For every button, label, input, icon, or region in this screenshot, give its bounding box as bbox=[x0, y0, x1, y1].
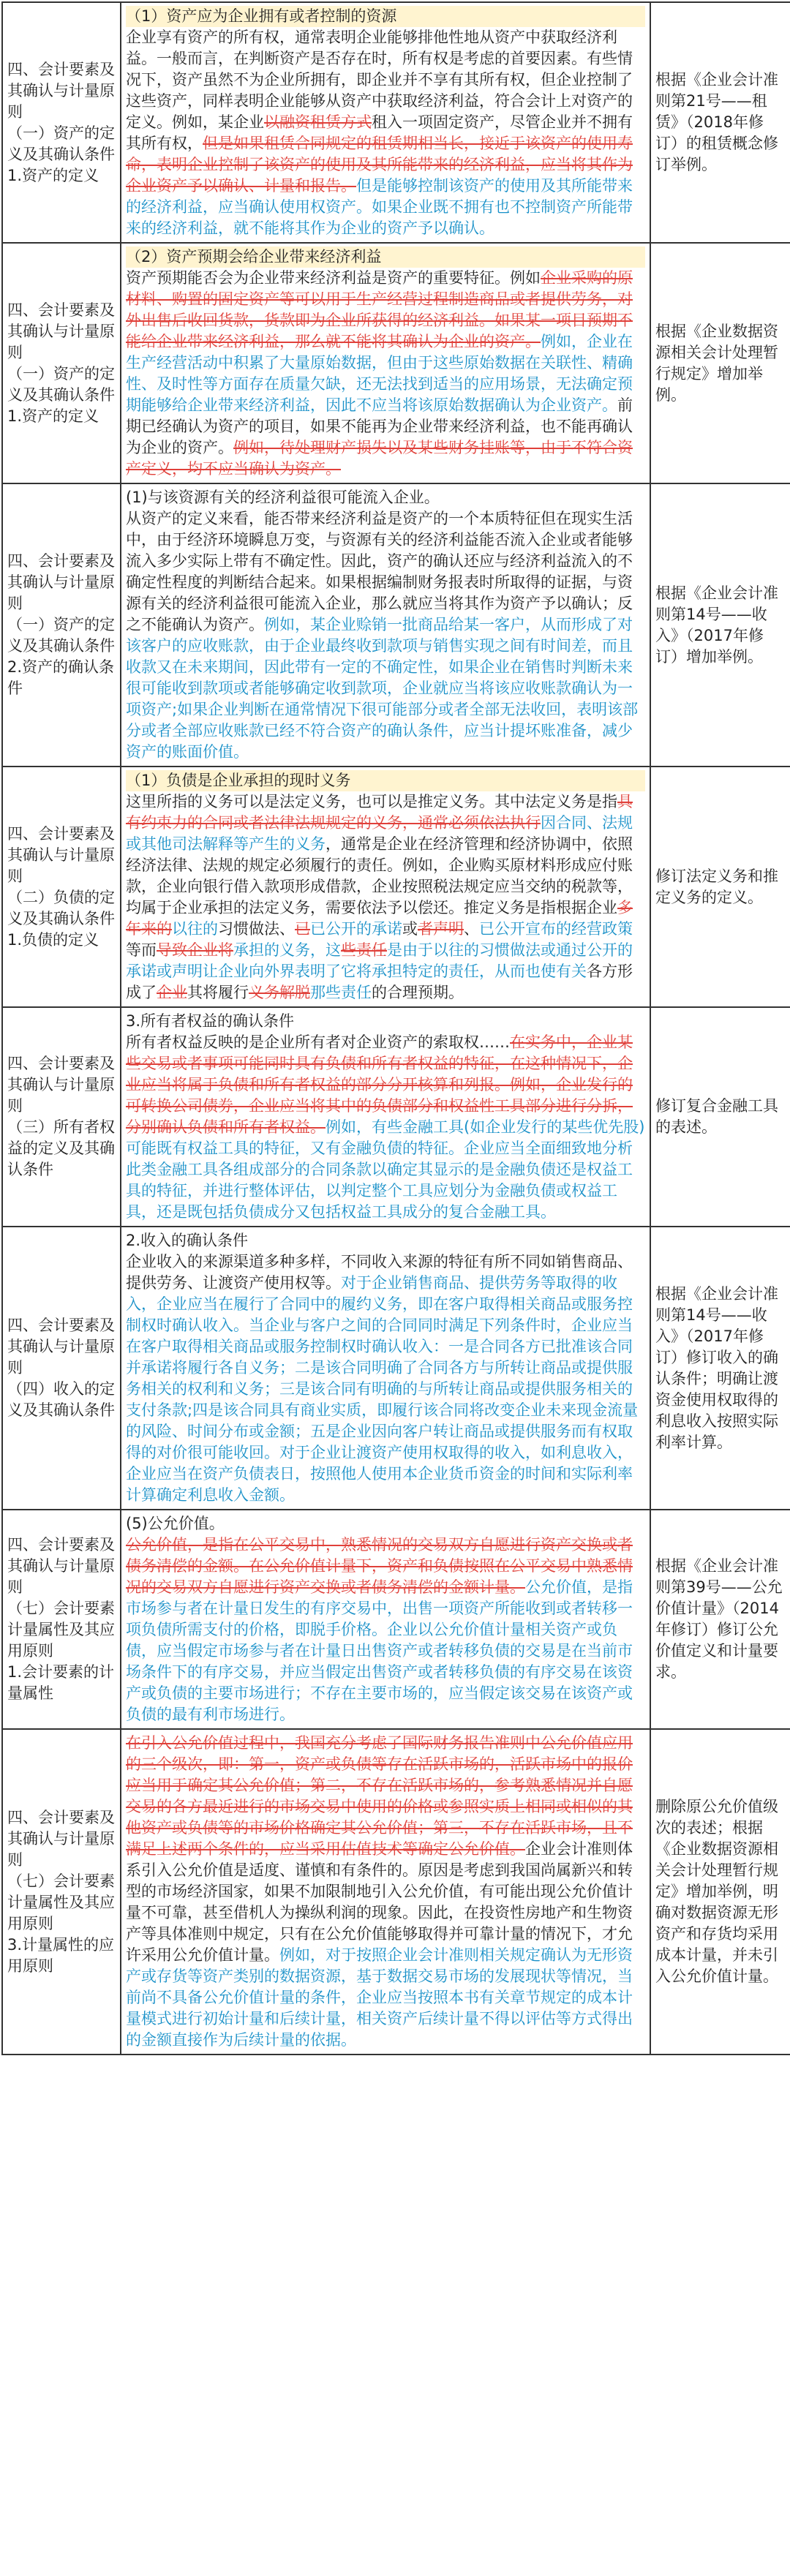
deleted-text: 以融资租赁方式 bbox=[264, 113, 372, 131]
clause-title: （1）资产应为企业拥有或者控制的资源 bbox=[126, 6, 645, 27]
added-text: 例如，企业在生产经营活动中积累了大量原始数据，但由于这些原始数据在关联性、精确性、及时性等方面存在质量欠缺，还无法找到适当的应用场景，无法确定预期能够给企业带来经济利益，因此不应当将该原始数据确认为企业资产。 bbox=[126, 333, 633, 414]
original-text: 租入一项固定资产，尽管企业并不拥有其所有权， bbox=[126, 113, 633, 152]
revision-note-cell: 根据《企业会计准则第21号——租赁》（2018年修订）的租赁概念修订举例。 bbox=[650, 2, 790, 243]
table-row bbox=[2, 483, 790, 767]
table-row bbox=[2, 1227, 790, 1510]
original-text: 资产预期能否会为企业带来经济利益是资产的重要特征。例如 bbox=[126, 269, 541, 287]
revision-note-cell: 修订复合金融工具的表述。 bbox=[650, 1007, 790, 1227]
original-text: ，通常是企业在经济管理和经济协调中，依照经济法律、法规的规定必须履行的责任。例如，企业购买原材料形成应付账款，企业向银行借入款项形成借款，企业按照税法规定应当交纳的税款等，均属于企业承担的法定义务，需要依法予以偿还。推定义务是指根据企业 bbox=[126, 835, 633, 916]
added-text: 例如，对于按照企业会计准则相关规定确认为无形资产或存货等资产类别的数据资源，基于数据交易市场的发展现状等情况，当前尚不具备公允价值计量的条件，企业应当按照本书有关章节规定的成本计量模式进行初始计量和后续计量，相关资产后续计量不得以评估等方式得出的金额直接作为后续计量的依据。 bbox=[126, 1946, 633, 2049]
deleted-text: 在实务中，企业某些交易或者事项可能同时具有负债和所有者权益的特征，在这种情况下，企业应当将属于负债和所有者权益的部分分开核算和列报。例如，企业发行的可转换公司债券，企业应当将其中的负债部分和权益性工具部分进行分拆，分别确认负债和所有者权益。 bbox=[126, 1033, 633, 1136]
deleted-text: 企业采购的原材料、购置的固定资产等可以用于生产经营过程制造商品或者提供劳务，对外出售后收回货款，货款即为企业所获得的经济利益。如果某一项目预期不能给企业带来经济利益，那么就不能将其确认为企业的资产。 bbox=[126, 269, 633, 350]
table-row bbox=[2, 2, 790, 243]
added-text: 对于企业销售商品、提供劳务等取得的收入，企业应当在履行了合同中的履约义务，即在客户取得相关商品或服务控制权时确认收入。当企业与客户之间的合同同时满足下列条件时，企业应当在客户取得相关商品或服务控制权时确认收入：一是合同各方已批准该合同并承诺将履行各自义务；二是该合同明确了合同各方与所转让商品或提供服务相关的权利和义务；三是该合同有明确的与所转让商品或提供服务相关的支付条款;四是该合同具有商业实质，即履行该合同将改变企业未来现金流量的风险、时间分布或金额；五是企业因向客户转让商品或提供服务而有权取得的对价很可能收回。对于企业让渡资产使用权取得的收入，如利息收入，企业应当在资产负债表日，按照他人使用本企业货币资金的时间和实际利率计算确定利息收入金额。 bbox=[126, 1274, 639, 1504]
deleted-text: 在引入公允价值过程中，我国充分考虑了国际财务报告准则中公允价值应用的三个级次，即：第一，资产或负债等存在活跃市场的，活跃市场中的报价应当用于确定其公允价值；第二，不存在活跃市场的，参考熟悉情况并自愿交易的各方最近进行的市场交易中使用的价格或参照实质上相同或相似的其他资产或负债等的市场价格确定其公允价值；第三，不存在活跃市场，且不满足上述两个条件的，应当采用估值技术等确定公允价值。 bbox=[126, 1734, 633, 1858]
section-label-cell: 四、会计要素及其确认与计量原则 （四）收入的定义及其确认条件 bbox=[2, 1227, 121, 1510]
original-text: 企业享有资产的所有权，通常表明企业能够排他性地从资产中获取经济利益。一般而言，在判断资产是否存在时，所有权是考虑的首要因素。有些情况下，资产虽然不为企业所拥有，即企业并不享有其所有权，但企业控制了这些资产，同样表明企业能够从资产中获取经济利益，符合会计上对资产的定义。例如，某企业 bbox=[126, 29, 633, 131]
original-text: 各方形成了 bbox=[126, 963, 633, 1001]
table-row bbox=[2, 243, 790, 483]
original-text: 其将履行 bbox=[187, 984, 249, 1001]
deleted-text: 具有约束力的合同或者法律法规规定的义务，通常必须依法执行 bbox=[126, 793, 633, 832]
deleted-text: 多年来的 bbox=[126, 899, 633, 938]
added-text: 因合同、法规或其他司法解释等产生的义务 bbox=[126, 814, 633, 853]
section-label-cell: 四、会计要素及其确认与计量原则 （三）所有者权益的定义及其确认条件 bbox=[2, 1007, 121, 1227]
clause-title: （1）负债是企业承担的现时义务 bbox=[126, 770, 645, 791]
revision-note-cell: 删除原公允价值级次的表述；根据《企业数据资源相关会计处理暂行规定》增加举例，明确对数据资源无形资产和存货均采用成本计量，并未引入公允价值计量。 bbox=[650, 1729, 790, 2055]
clause-title: 2.收入的确认条件 bbox=[126, 1232, 249, 1249]
section-label-cell: 四、会计要素及其确认与计量原则 （一）资产的定义及其确认条件 2.资产的确认条件 bbox=[2, 483, 121, 767]
deleted-text: 已 bbox=[295, 920, 310, 938]
clause-title: 3.所有者权益的确认条件 bbox=[126, 1012, 295, 1030]
added-text: 公允价值，是指市场参与者在计量日发生的有序交易中，出售一项资产所能收到或者转移一项负债所需支付的价格，即脱手价格。企业以公允价值计量相关资产或负债，应当假定市场参与者在计量日出售资产或者转移负债的交易是在当前市场条件下的有序交易，并应当假定出售资产或者转移负债的有序交易在该资产或负债的主要市场进行；不存在主要市场的，应当假定该交易在该资产或负债的最有利市场进行。 bbox=[126, 1578, 633, 1723]
content-cell bbox=[121, 483, 650, 767]
original-text: 所有者权益反映的是企业所有者对企业资产的索取权…… bbox=[126, 1033, 510, 1051]
table-row bbox=[2, 767, 790, 1007]
content-cell bbox=[121, 767, 650, 1007]
content-cell bbox=[121, 1007, 650, 1227]
added-text: 已公开宣布的经营政策 bbox=[479, 920, 633, 938]
clause-title: (5)公允价值。 bbox=[126, 1515, 225, 1532]
original-text: 习惯做法、 bbox=[218, 920, 295, 938]
added-text: 以往的 bbox=[172, 920, 218, 938]
original-text: 企业会计准则体系引入公允价值是适度、谨慎和有条件的。原因是考虑到我国尚属新兴和转型的市场经济国家，如果不加限制地引入公允价值，有可能出现公允价值计量不可靠，甚至借机人为操纵利润的现象。因此，在投资性房地产和生物资产等具体准则中规定，只有在公允价值能够取得并可靠计量的情况下，才允许采用公允价值计量。 bbox=[126, 1840, 633, 1964]
deleted-text: 但是如果租赁合同规定的租赁期相当长，接近于该资产的使用寿命，表明企业控制了该资产的使用及其所能带来的经济利益，应当将其作为企业资产予以确认、计量和报告。 bbox=[126, 135, 633, 195]
added-text: 承担的义务，这 bbox=[233, 941, 341, 959]
section-label-cell: 四、会计要素及其确认与计量原则 （一）资产的定义及其确认条件 1.资产的定义 bbox=[2, 243, 121, 483]
deleted-text: 者声明 bbox=[418, 920, 464, 938]
original-text: 这里所指的义务可以是法定义务，也可以是推定义务。其中法定义务是指 bbox=[126, 793, 617, 810]
section-label-cell: 四、会计要素及其确认与计量原则 （二）负债的定义及其确认条件 1.负债的定义 bbox=[2, 767, 121, 1007]
original-text: 企业收入的来源渠道多种多样，不同收入来源的特征有所不同如销售商品、提供劳务、让渡资产使用权等。 bbox=[126, 1253, 633, 1292]
clause-title: （2）资产预期会给企业带来经济利益 bbox=[126, 246, 645, 268]
revision-note-cell: 根据《企业数据资源相关会计处理暂行规定》增加举例。 bbox=[650, 243, 790, 483]
content-cell bbox=[121, 1729, 650, 2055]
original-text: 等而 bbox=[126, 941, 157, 959]
deleted-text: 些责任 bbox=[341, 941, 387, 959]
revision-note-cell: 根据《企业会计准则第39号——公允价值计量》（2014年修订）修订公允价值定义和计量要求。 bbox=[650, 1510, 790, 1729]
section-label-cell: 四、会计要素及其确认与计量原则 （七）会计要素计量属性及其应用原则 3.计量属性的应用原则 bbox=[2, 1729, 121, 2055]
deleted-text: 导致企业将 bbox=[157, 941, 233, 959]
content-cell bbox=[121, 1510, 650, 1729]
original-text: 、 bbox=[464, 920, 479, 938]
section-label-cell: 四、会计要素及其确认与计量原则 （一）资产的定义及其确认条件 1.资产的定义 bbox=[2, 2, 121, 243]
revision-note-cell: 修订法定义务和推定义务的定义。 bbox=[650, 767, 790, 1007]
deleted-text: 企业 bbox=[157, 984, 187, 1001]
original-text: 的合理预期。 bbox=[372, 984, 464, 1001]
table-row bbox=[2, 1007, 790, 1227]
added-text: 是由于以往的习惯做法或通过公开的承诺或声明让企业向外界表明了它将承担特定的责任，从而也使有关 bbox=[126, 941, 633, 980]
added-text: 例如，某企业赊销一批商品给某一客户，从而形成了对该客户的应收账款，由于企业最终收到款项与销售实现之间有时间差，而且收款又在未来期间，因此带有一定的不确定性，如果企业在销售时判断未来很可能收到款项或者能够确定收到款项，企业就应当将该应收账款确认为一项资产;如果企业判断在通常情况下很可能部分或者全部无法收回，表明该部分或者全部应收账款已经不符合资产的确认条件，应当计提坏账准备，减少资产的账面价值。 bbox=[126, 616, 639, 761]
content-cell bbox=[121, 1227, 650, 1510]
original-text: 或 bbox=[402, 920, 418, 938]
added-text: 那些责任 bbox=[310, 984, 372, 1001]
revision-note-cell: 根据《企业会计准则第14号——收入》（2017年修订）增加举例。 bbox=[650, 483, 790, 767]
clause-title: (1)与该资源有关的经济利益很可能流入企业。 bbox=[126, 489, 440, 506]
original-text: 从资产的定义来看，能否带来经济利益是资产的一个本质特征但在现实生活中，由于经济环境瞬息万变，与资源有关的经济利益能否流入企业或者能够流入多少实际上带有不确定性。因此，资产的确认还应与经济利益流入的不确定性程度的判断结合起来。如果根据编制财务报表时所取得的证据，与资源有关的经济利益很可能流入企业，那么就应当将其作为资产予以确认；反之不能确认为资产。 bbox=[126, 510, 633, 633]
original-text: 前期已经确认为资产的项目，如果不能再为企业带来经济利益，也不能再确认为企业的资产。 bbox=[126, 396, 633, 456]
revision-note-cell: 根据《企业会计准则第14号——收入》（2017年修订）修订收入的确认条件；明确让渡资金使用权取得的利息收入按照实际利率计算。 bbox=[650, 1227, 790, 1510]
comparison-table bbox=[1, 1, 790, 2055]
added-text: 例如，有些金融工具(如企业发行的某些优先股)可能既有权益工具的特征，又有金融负债的特征。企业应当全面细致地分析此类金融工具各组成部分的合同条款以确定其显示的是金融负债还是权益工具的特征，并进行整体评估，以判定整个工具应划分为金融负债或权益工具，还是既包括负债成分又包括权益工具成分的复合金融工具。 bbox=[126, 1118, 645, 1221]
table-row bbox=[2, 1729, 790, 2055]
added-text: 但是能够控制该资产的使用及其所能带来的经济利益，应当确认使用权资产。如果企业既不拥有也不控制资产所能带来的经济利益，就不能将其作为企业的资产予以确认。 bbox=[126, 177, 633, 237]
content-cell bbox=[121, 2, 650, 243]
deleted-text: 公允价值，是指在公平交易中，熟悉情况的交易双方自愿进行资产交换或者债务清偿的金额。在公允价值计量下，资产和负债按照在公平交易中熟悉情况的交易双方自愿进行资产交换或者债务清偿的金额计量。 bbox=[126, 1536, 633, 1596]
added-text: 已公开的承诺 bbox=[310, 920, 402, 938]
table-row bbox=[2, 1510, 790, 1729]
content-cell bbox=[121, 243, 650, 483]
deleted-text: 义务解脱 bbox=[249, 984, 310, 1001]
deleted-text: 例如，待处理财产损失以及某些财务挂账等，由于不符合资产定义，均不应当确认为资产。 bbox=[126, 439, 633, 478]
section-label-cell: 四、会计要素及其确认与计量原则 （七）会计要素计量属性及其应用原则 1.会计要素的计量属性 bbox=[2, 1510, 121, 1729]
